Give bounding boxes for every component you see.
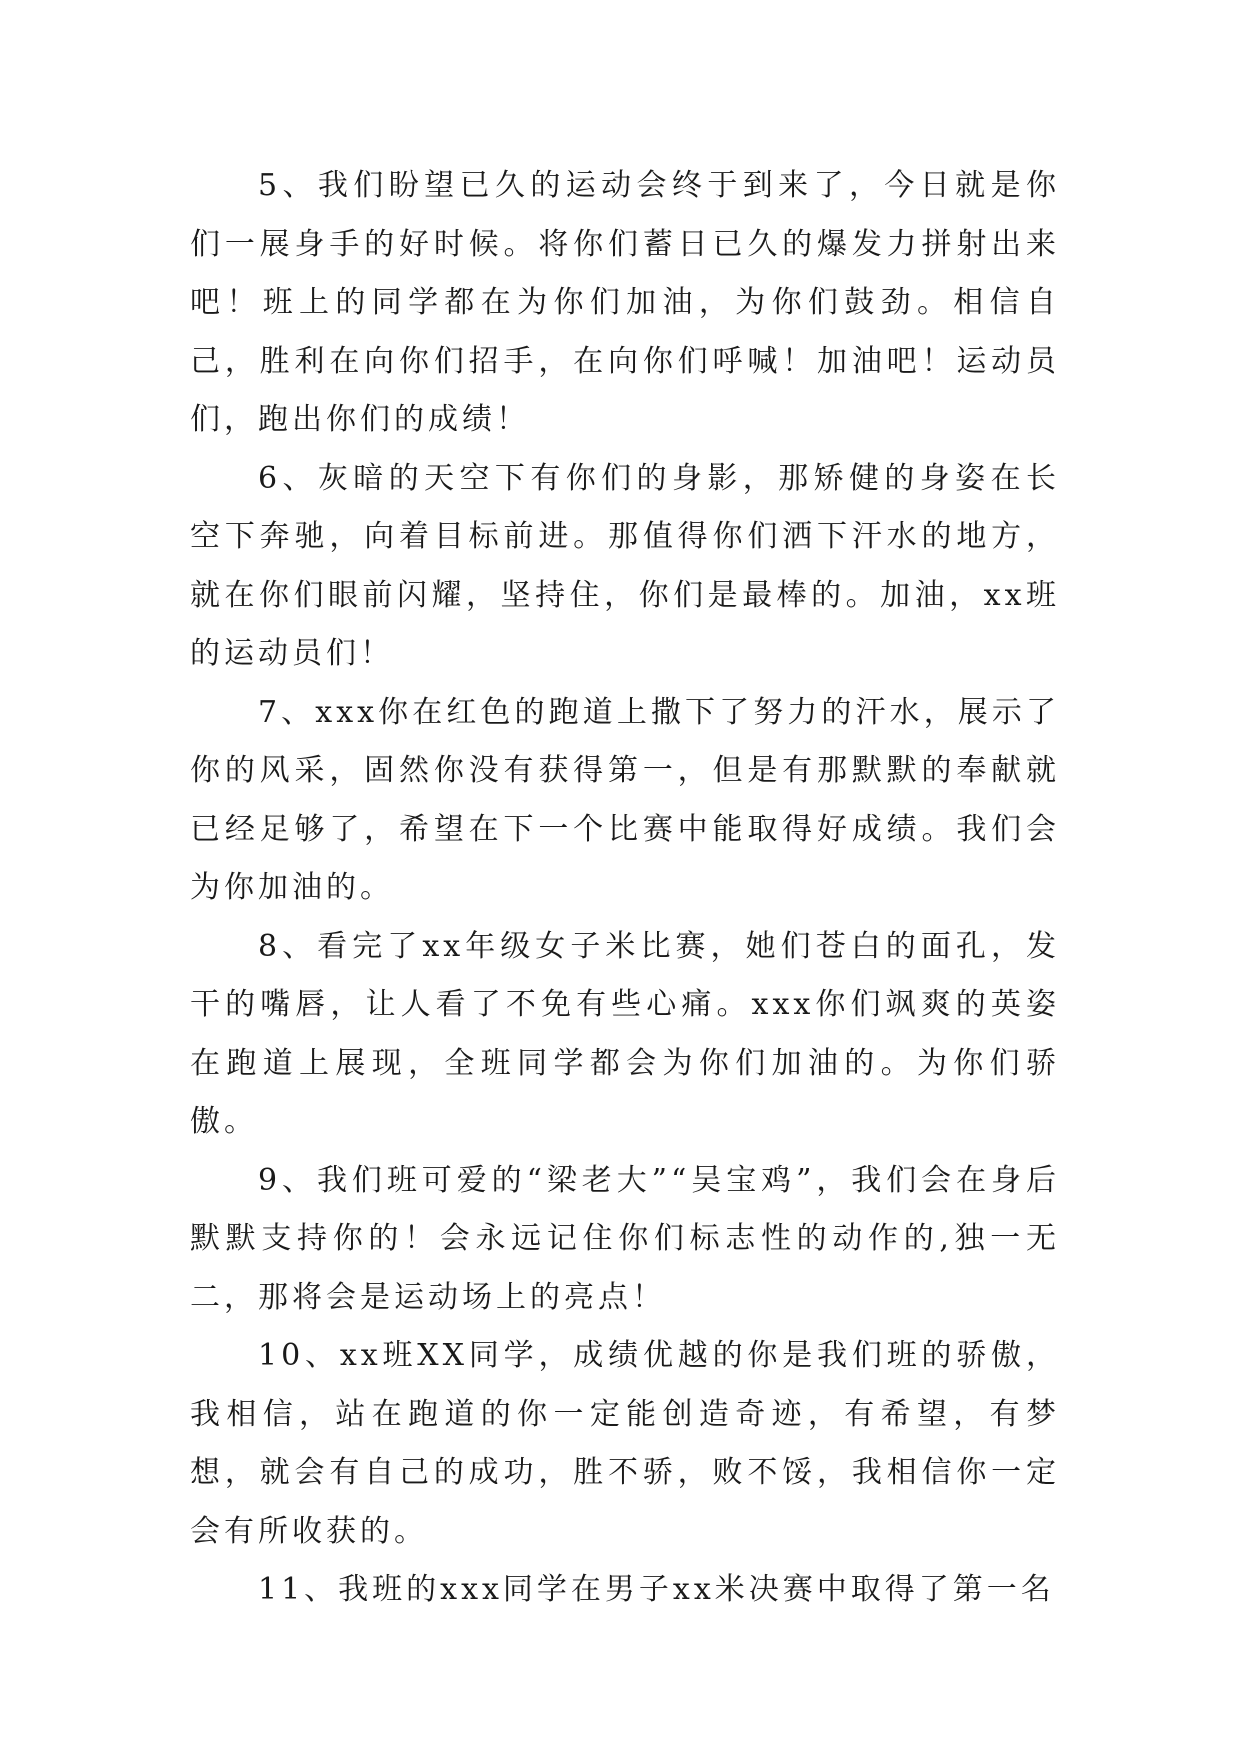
paragraph-8: 8、看完了xx年级女子米比赛，她们苍白的面孔，发干的嘴唇，让人看了不免有些心痛。xxx你们飒爽的英姿在跑道上展现，全班同学都会为你们加油的。为你们骄傲。 bbox=[190, 928, 1060, 1139]
paragraph-5: 5、我们盼望已久的运动会终于到来了，今日就是你们一展身手的好时候。将你们蓄日已久的爆发力拼射出来吧！班上的同学都在为你们加油，为你们鼓劲。相信自己，胜利在向你们招手，在向你们呼喊！加油吧！运动员们，跑出你们的成绩！ bbox=[190, 168, 1060, 437]
paragraph-9: 9、我们班可爱的“梁老大”“吴宝鸡”，我们会在身后默默支持你的！会永远记住你们标志性的动作的,独一无二，那将会是运动场上的亮点！ bbox=[190, 1162, 1060, 1315]
paragraph-10: 10、xx班XX同学，成绩优越的你是我们班的骄傲，我相信，站在跑道的你一定能创造奇迹，有希望，有梦想，就会有自己的成功，胜不骄，败不馁，我相信你一定会有所收获的。 bbox=[190, 1338, 1060, 1549]
document-body bbox=[190, 157, 1060, 1620]
paragraph-11: 11、我班的xxx同学在男子xx米决赛中取得了第一名 bbox=[258, 1572, 1055, 1607]
paragraph-6: 6、灰暗的天空下有你们的身影，那矫健的身姿在长空下奔驰，向着目标前进。那值得你们洒下汗水的地方，就在你们眼前闪耀，坚持住，你们是最棒的。加油，xx班的运动员们！ bbox=[190, 460, 1060, 671]
paragraph-7: 7、xxx你在红色的跑道上撒下了努力的汗水，展示了你的风采，固然你没有获得第一，但是有那默默的奉献就已经足够了，希望在下一个比赛中能取得好成绩。我们会为你加油的。 bbox=[190, 694, 1060, 905]
